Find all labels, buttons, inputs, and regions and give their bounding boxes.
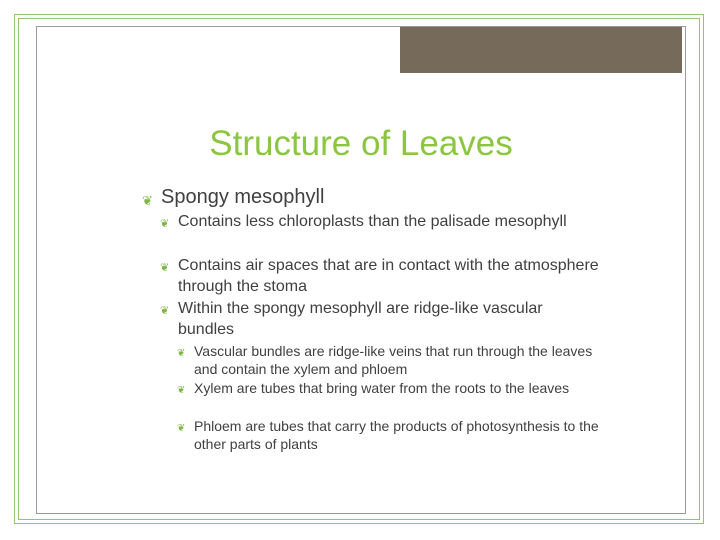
bullet-text: Contains less chloroplasts than the palisade mesophyll — [178, 213, 567, 230]
bullet-text: Contains air spaces that are in contact with the atmosphere through the stoma — [178, 257, 599, 295]
bullet-level1 — [142, 185, 682, 209]
bullet-level3 — [177, 379, 617, 397]
slide-title: Structure of Leaves — [209, 124, 513, 163]
bullet-level3 — [177, 417, 617, 453]
bullet-level3 — [177, 342, 617, 378]
bullet-text: Vascular bundles are ridge-like veins that run through the leaves and contain the xylem and phloem — [194, 343, 593, 377]
bullet-text: Within the spongy mesophyll are ridge-like vascular bundles — [178, 300, 543, 338]
bullet-text: Spongy mesophyll — [161, 186, 325, 208]
decorative-top-bar — [400, 27, 682, 73]
leaf-swirl-icon: ❦ — [160, 218, 170, 230]
bullet-text: Xylem are tubes that bring water from the roots to the leaves — [194, 380, 570, 396]
leaf-swirl-icon: ❦ — [177, 423, 186, 434]
leaf-swirl-icon: ❦ — [142, 193, 153, 208]
bullet-level2 — [160, 211, 600, 232]
leaf-swirl-icon: ❦ — [177, 385, 186, 396]
leaf-swirl-icon: ❦ — [177, 348, 186, 359]
bullet-level2 — [160, 255, 600, 297]
leaf-swirl-icon: ❦ — [160, 305, 170, 317]
bullet-level2 — [160, 298, 600, 340]
leaf-swirl-icon: ❦ — [160, 262, 170, 274]
bullet-text: Phloem are tubes that carry the products of photosynthesis to the other parts of plants — [194, 418, 599, 452]
